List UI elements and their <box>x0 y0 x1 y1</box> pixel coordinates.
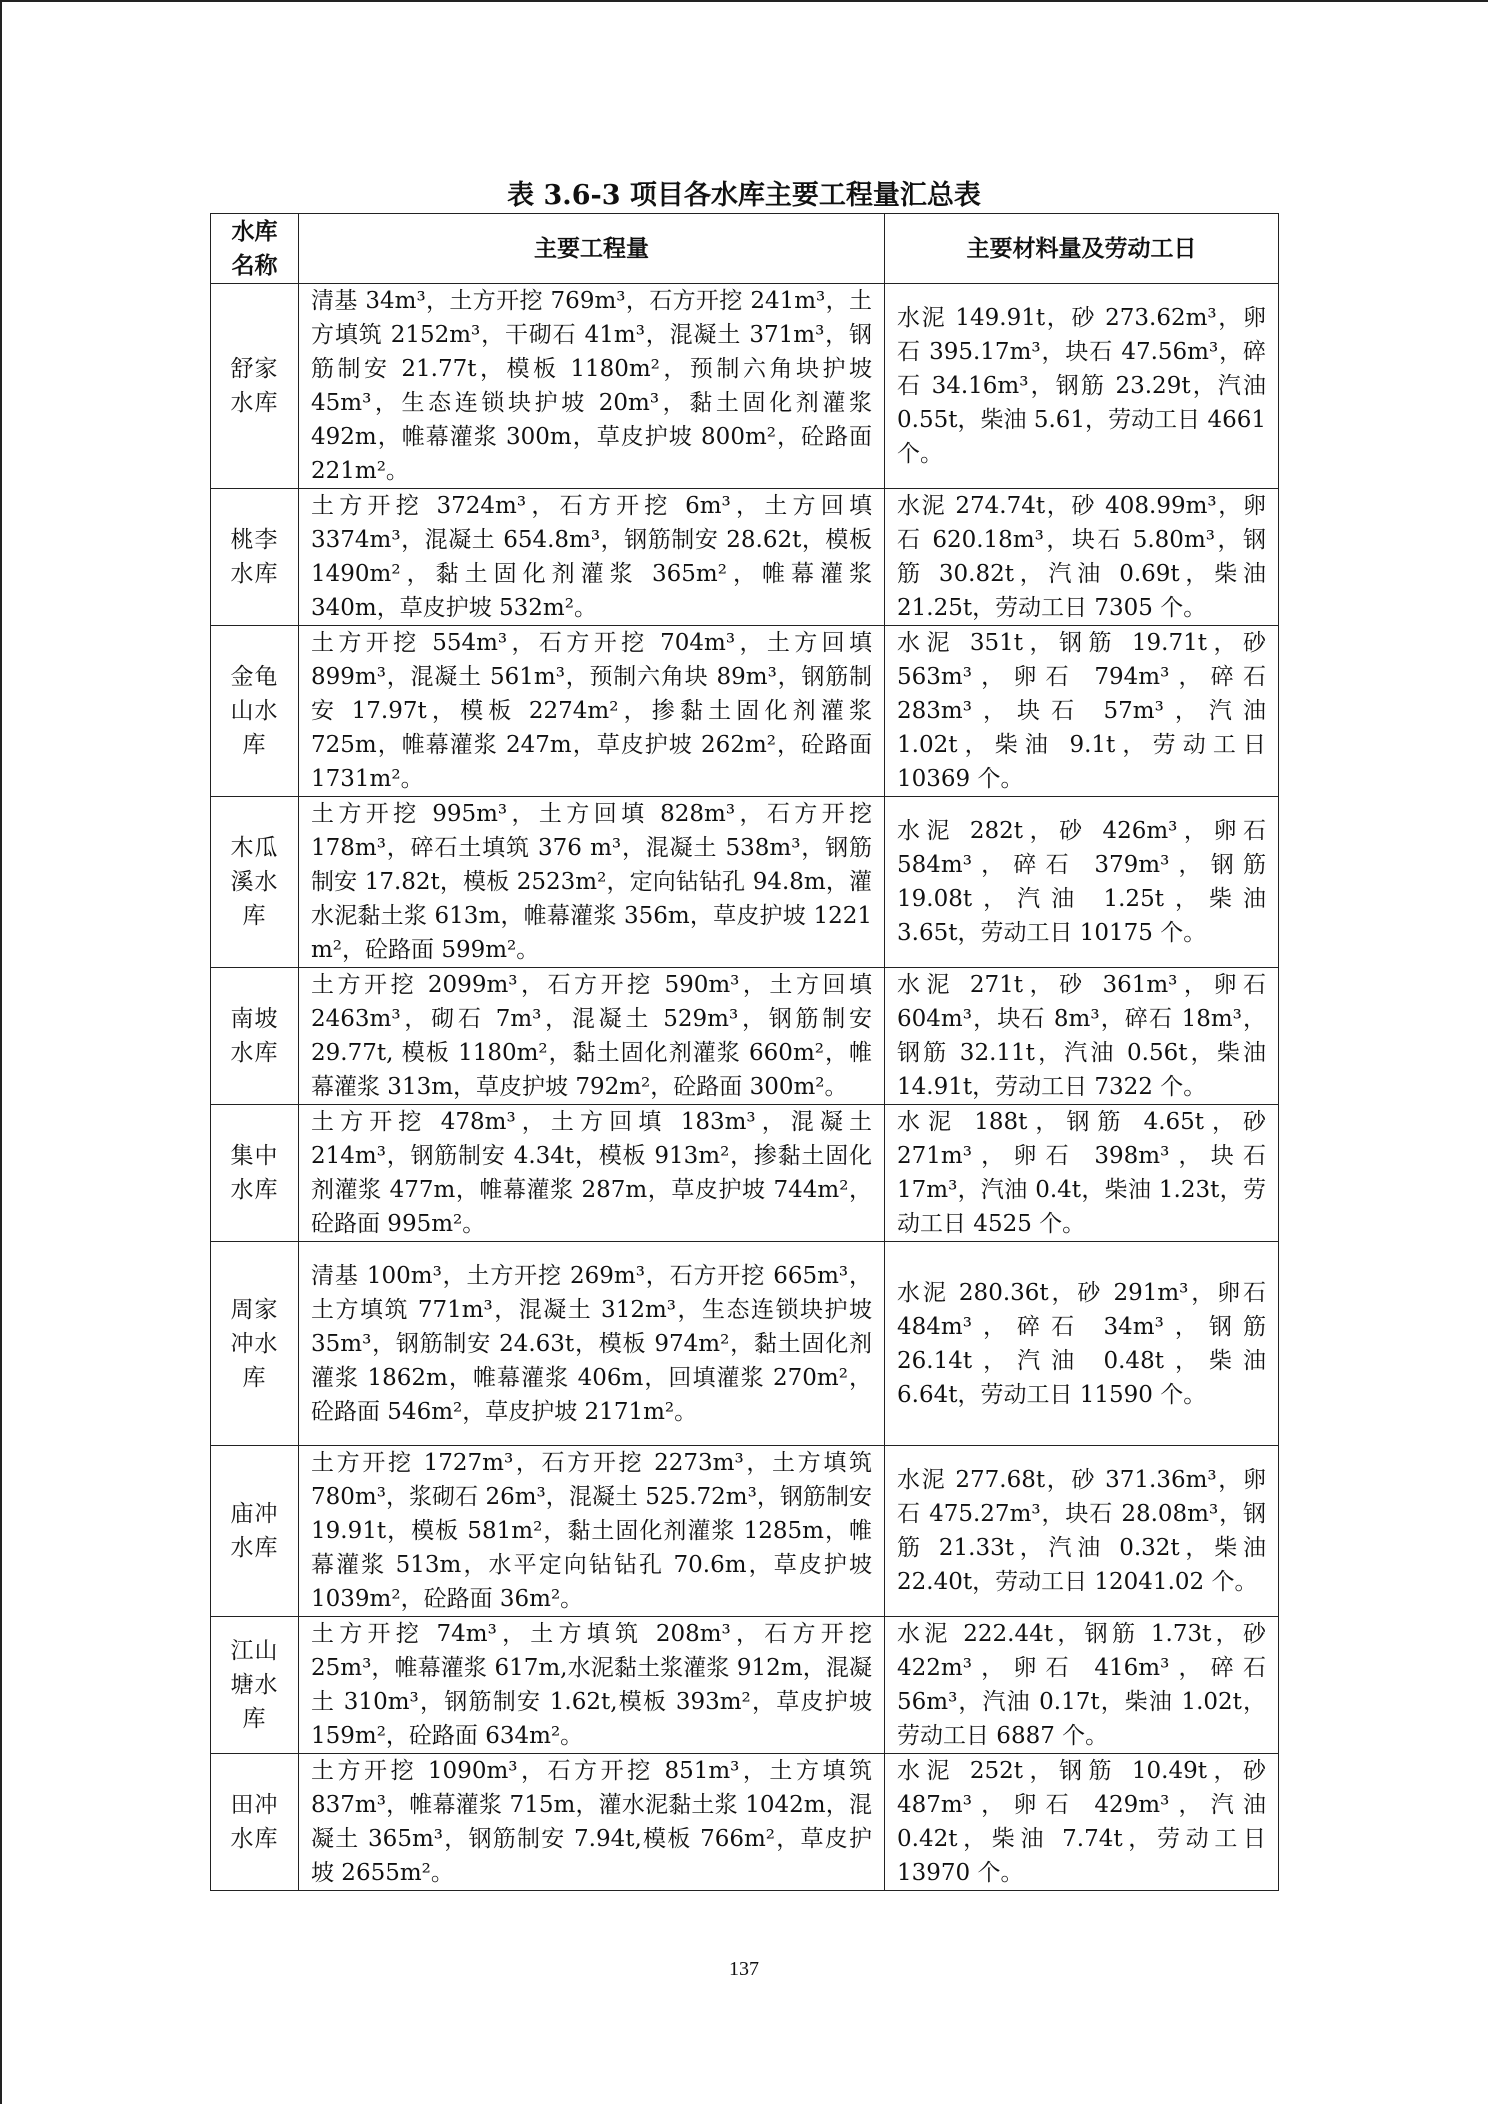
main-works-cell: 土方开挖 478m³，土方回填 183m³，混凝土 214m³，钢筋制安 4.34t，模板 913m²，掺黏土固化剂灌浆 477m，帷幕灌浆 287m，草皮护坡 744m²，砼路面 995m²。 <box>299 1105 885 1242</box>
reservoir-name-cell: 集中水库 <box>211 1105 299 1242</box>
table-row <box>211 1242 1279 1446</box>
main-works-cell: 土方开挖 995m³，土方回填 828m³，石方开挖 178m³，碎石土填筑 376 m³，混凝土 538m³，钢筋制安 17.82t，模板 2523m²，定向钻钻孔 94.8m，灌水泥黏土浆 613m，帷幕灌浆 356m，草皮护坡 1221 m²，砼路面 599m²。 <box>299 797 885 968</box>
materials-labor-cell: 水泥 274.74t，砂 408.99m³，卵石 620.18m³，块石 5.80m³，钢筋 30.82t，汽油 0.69t，柴油 21.25t，劳动工日 7305 个。 <box>885 489 1279 626</box>
main-works-cell: 清基 100m³，土方开挖 269m³，石方开挖 665m³，土方填筑 771m³，混凝土 312m³，生态连锁块护坡 35m³，钢筋制安 24.63t，模板 974m²，黏土固化剂灌浆 1862m，帷幕灌浆 406m，回填灌浆 270m²，砼路面 546m²，草皮护坡 2171m²。 <box>299 1242 885 1446</box>
header-main-works: 主要工程量 <box>299 214 885 284</box>
reservoir-name-cell: 桃李水库 <box>211 489 299 626</box>
reservoir-name-cell: 周家冲水库 <box>211 1242 299 1446</box>
reservoir-name-cell: 南坡水库 <box>211 968 299 1105</box>
reservoir-name-cell: 金龟山水库 <box>211 626 299 797</box>
materials-labor-cell: 水泥 149.91t，砂 273.62m³，卵石 395.17m³，块石 47.56m³，碎石 34.16m³，钢筋 23.29t，汽油 0.55t，柴油 5.61，劳动工日 4661 个。 <box>885 284 1279 489</box>
materials-labor-cell: 水泥 222.44t，钢筋 1.73t，砂 422m³，卵石 416m³，碎石 56m³，汽油 0.17t，柴油 1.02t，劳动工日 6887 个。 <box>885 1617 1279 1754</box>
engineering-summary-table <box>210 213 1279 1891</box>
main-works-cell: 清基 34m³，土方开挖 769m³，石方开挖 241m³，土方填筑 2152m³，干砌石 41m³，混凝土 371m³，钢筋制安 21.77t，模板 1180m²，预制六角块护坡 45m³，生态连锁块护坡 20m³，黏土固化剂灌浆 492m，帷幕灌浆 300m，草皮护坡 800m²，砼路面 221m²。 <box>299 284 885 489</box>
table-row <box>211 1446 1279 1617</box>
table-row <box>211 797 1279 968</box>
table-row <box>211 489 1279 626</box>
main-works-cell: 土方开挖 1727m³，石方开挖 2273m³，土方填筑 780m³，浆砌石 26m³，混凝土 525.72m³，钢筋制安 19.91t，模板 581m²，黏土固化剂灌浆 1285m，帷幕灌浆 513m，水平定向钻钻孔 70.6m，草皮护坡 1039m²，砼路面 36m²。 <box>299 1446 885 1617</box>
materials-labor-cell: 水泥 280.36t，砂 291m³，卵石 484m³，碎石 34m³，钢筋 26.14t，汽油 0.48t，柴油 6.64t，劳动工日 11590 个。 <box>885 1242 1279 1446</box>
materials-labor-cell: 水泥 282t，砂 426m³，卵石 584m³，碎石 379m³，钢筋 19.08t，汽油 1.25t，柴油 3.65t，劳动工日 10175 个。 <box>885 797 1279 968</box>
table-row <box>211 284 1279 489</box>
table-title: 表 3.6-3 项目各水库主要工程量汇总表 <box>507 180 981 211</box>
main-works-cell: 土方开挖 2099m³，石方开挖 590m³，土方回填 2463m³，砌石 7m³，混凝土 529m³，钢筋制安 29.77t, 模板 1180m²，黏土固化剂灌浆 660m²，帷幕灌浆 313m，草皮护坡 792m²，砼路面 300m²。 <box>299 968 885 1105</box>
table-row <box>211 1754 1279 1891</box>
table-row <box>211 1617 1279 1754</box>
table-row <box>211 1105 1279 1242</box>
materials-labor-cell: 水泥 271t，砂 361m³，卵石 604m³，块石 8m³，碎石 18m³，钢筋 32.11t，汽油 0.56t，柴油 14.91t，劳动工日 7322 个。 <box>885 968 1279 1105</box>
reservoir-name-cell: 田冲水库 <box>211 1754 299 1891</box>
page-number: 137 <box>729 1958 759 1980</box>
reservoir-name-cell: 舒家水库 <box>211 284 299 489</box>
materials-labor-cell: 水泥 277.68t，砂 371.36m³，卵石 475.27m³，块石 28.08m³，钢筋 21.33t，汽油 0.32t，柴油 22.40t，劳动工日 12041.02 个。 <box>885 1446 1279 1617</box>
main-works-cell: 土方开挖 554m³，石方开挖 704m³，土方回填 899m³，混凝土 561m³，预制六角块 89m³，钢筋制安 17.97t，模板 2274m²，掺黏土固化剂灌浆 725m，帷幕灌浆 247m，草皮护坡 262m²，砼路面 1731m²。 <box>299 626 885 797</box>
materials-labor-cell: 水泥 188t，钢筋 4.65t，砂 271m³，卵石 398m³，块石 17m³，汽油 0.4t，柴油 1.23t，劳动工日 4525 个。 <box>885 1105 1279 1242</box>
table-header-row <box>211 214 1279 284</box>
reservoir-name-cell: 庙冲水库 <box>211 1446 299 1617</box>
table-row <box>211 968 1279 1105</box>
page-left-border <box>0 0 2 2104</box>
reservoir-name-cell: 木瓜溪水库 <box>211 797 299 968</box>
table-row <box>211 626 1279 797</box>
header-reservoir-name: 水库名称 <box>211 214 299 284</box>
main-works-cell: 土方开挖 3724m³，石方开挖 6m³，土方回填 3374m³，混凝土 654.8m³，钢筋制安 28.62t，模板 1490m²，黏土固化剂灌浆 365m²，帷幕灌浆 340m，草皮护坡 532m²。 <box>299 489 885 626</box>
reservoir-name-cell: 江山塘水库 <box>211 1617 299 1754</box>
page-top-border <box>0 0 1488 2</box>
header-materials-labor: 主要材料量及劳动工日 <box>885 214 1279 284</box>
main-works-cell: 土方开挖 1090m³，石方开挖 851m³，土方填筑 837m³，帷幕灌浆 715m，灌水泥黏土浆 1042m，混凝土 365m³，钢筋制安 7.94t,模板 766m²，草皮护坡 2655m²。 <box>299 1754 885 1891</box>
materials-labor-cell: 水泥 252t，钢筋 10.49t，砂 487m³，卵石 429m³，汽油 0.42t，柴油 7.74t，劳动工日 13970 个。 <box>885 1754 1279 1891</box>
main-works-cell: 土方开挖 74m³，土方填筑 208m³，石方开挖 25m³，帷幕灌浆 617m,水泥黏土浆灌浆 912m，混凝土 310m³，钢筋制安 1.62t,模板 393m²，草皮护坡 159m²，砼路面 634m²。 <box>299 1617 885 1754</box>
materials-labor-cell: 水泥 351t，钢筋 19.71t，砂 563m³，卵石 794m³，碎石 283m³，块石 57m³，汽油 1.02t，柴油 9.1t，劳动工日 10369 个。 <box>885 626 1279 797</box>
